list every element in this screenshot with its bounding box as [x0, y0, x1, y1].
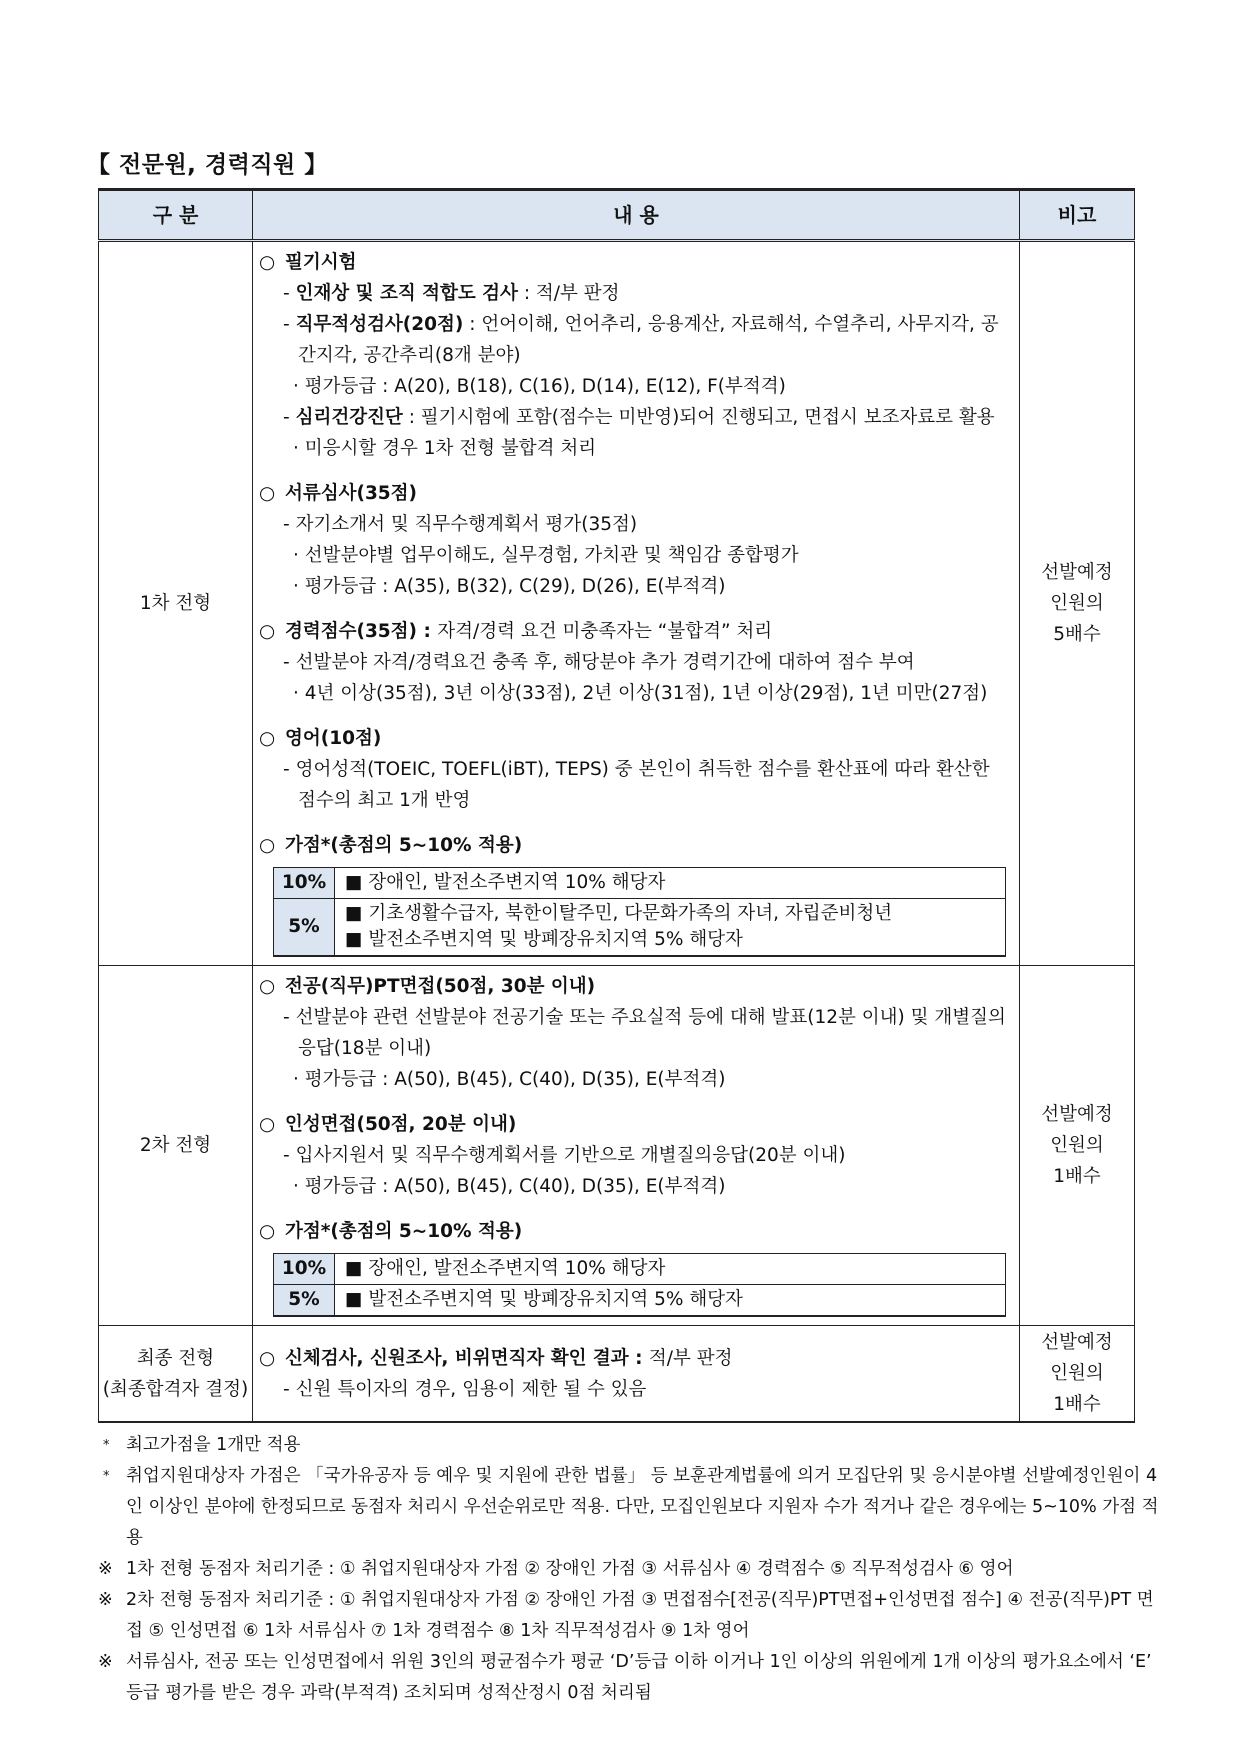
detail-line	[259, 1002, 1009, 1064]
dot-bullet-icon: ·	[293, 438, 299, 459]
circle-bullet-icon: ○	[259, 252, 276, 273]
dash-bullet-icon: -	[283, 514, 290, 535]
section-heading	[259, 971, 1009, 1002]
detail-text: 영어성적(TOEIC, TOEFL(iBT), TEPS) 중 본인이 취득한 점수를 환산표에 따라 환산한 점수의 최고 1개 반영	[295, 759, 990, 811]
reference-mark-icon: ※	[98, 1652, 113, 1672]
detail-label: 인재상 및 조직 적합도 검사	[295, 283, 518, 304]
detail-label: 심리건강진단	[295, 407, 403, 428]
footnote-text: 1차 전형 동점자 처리기준 : ① 취업지원대상자 가점 ② 장애인 가점 ③ 서류심사 ④ 경력점수 ⑤ 직무적성검사 ⑥ 영어	[126, 1559, 1014, 1579]
footnote	[98, 1430, 1160, 1461]
circle-bullet-icon: ○	[259, 728, 276, 749]
circle-bullet-icon: ○	[259, 1114, 276, 1135]
sub-detail-text: 4년 이상(35점), 3년 이상(33점), 2년 이상(31점), 1년 이상(29점), 1년 미만(27점)	[304, 683, 988, 704]
footnote	[98, 1461, 1160, 1554]
section-heading	[259, 1216, 1009, 1247]
stage2-label: 2차 전형	[99, 966, 253, 1326]
bonus-items	[335, 1285, 1006, 1317]
section-heading	[259, 723, 1009, 754]
section-heading	[259, 478, 1009, 509]
stage3-label	[99, 1326, 253, 1423]
section-heading-text: 서류심사(35점)	[285, 483, 418, 504]
stage3-label-sub: (최종합격자 결정)	[102, 1378, 249, 1400]
section-heading	[259, 616, 1009, 647]
dot-bullet-icon: ·	[293, 1176, 299, 1197]
remark-line: 1배수	[1053, 1394, 1101, 1415]
sub-detail-text: 평가등급 : A(50), B(45), C(40), D(35), E(부적격)	[304, 1069, 726, 1090]
reference-mark-icon: ※	[98, 1559, 113, 1579]
bonus-percent: 10%	[274, 868, 335, 899]
remark-line: 선발예정	[1041, 1104, 1113, 1125]
detail-text: : 언어이해, 언어추리, 응용계산, 자료해석, 수열추리, 사무지각, 공간지각, 공간추리(8개 분야)	[298, 314, 999, 366]
page-title: 【 전문원, 경력직원 】	[87, 152, 328, 178]
sub-detail-line	[259, 1171, 1009, 1202]
bonus-item	[345, 1287, 995, 1313]
circle-bullet-icon: ○	[259, 1347, 276, 1369]
bonus-item	[345, 870, 995, 896]
dot-bullet-icon: ·	[293, 576, 299, 597]
footnote	[98, 1585, 1160, 1647]
square-bullet-icon: ■	[345, 1289, 363, 1310]
bonus-row	[274, 899, 1006, 957]
header-category: 구 분	[99, 190, 253, 241]
section-heading	[259, 247, 1009, 278]
bonus-percent: 10%	[274, 1254, 335, 1285]
circle-bullet-icon: ○	[259, 835, 276, 856]
bonus-percent: 5%	[274, 899, 335, 957]
dash-bullet-icon: -	[283, 759, 290, 780]
section-gap	[259, 602, 1009, 616]
square-bullet-icon: ■	[345, 929, 363, 950]
remark-line: 선발예정	[1041, 1332, 1113, 1353]
sub-detail-line	[259, 678, 1009, 709]
detail-line	[259, 1374, 1009, 1405]
remark-line: 인원의	[1050, 1363, 1104, 1384]
table-header-row	[99, 190, 1135, 241]
stage3-row	[99, 1326, 1135, 1423]
footnote	[98, 1647, 1160, 1709]
dash-bullet-icon: -	[283, 283, 290, 304]
sub-detail-line	[259, 433, 1009, 464]
dash-bullet-icon: -	[283, 1145, 290, 1166]
footnote	[98, 1554, 1160, 1585]
asterisk-icon: *	[103, 1469, 110, 1484]
detail-line	[259, 402, 1009, 433]
bonus-row	[274, 1254, 1006, 1285]
dot-bullet-icon: ·	[293, 376, 299, 397]
dot-bullet-icon: ·	[293, 1069, 299, 1090]
stage2-content	[253, 966, 1020, 1326]
detail-text: : 적/부 판정	[517, 283, 620, 304]
section-heading-tail: 자격/경력 요건 미충족자는 “불합격” 처리	[437, 621, 773, 642]
bonus-row	[274, 868, 1006, 899]
asterisk-icon: *	[103, 1438, 110, 1453]
sub-detail-line	[259, 1064, 1009, 1095]
bonus-item	[345, 927, 995, 953]
sub-detail-text: 평가등급 : A(20), B(18), C(16), D(14), E(12), F(부적격)	[304, 376, 786, 397]
detail-label: 직무적성검사(20점)	[295, 314, 464, 335]
square-bullet-icon: ■	[345, 903, 363, 924]
remark-line: 5배수	[1053, 624, 1101, 645]
detail-text: 자기소개서 및 직무수행계획서 평가(35점)	[295, 514, 638, 535]
remark-line: 1배수	[1053, 1166, 1101, 1187]
stage1-content	[253, 241, 1020, 966]
stage1-note	[1020, 241, 1135, 966]
footnote-text: 최고가점을 1개만 적용	[126, 1435, 301, 1455]
detail-text: 선발분야 관련 선발분야 전공기술 또는 주요실적 등에 대해 발표(12분 이내) 및 개별질의응답(18분 이내)	[295, 1007, 1006, 1059]
bonus-item	[345, 901, 995, 927]
bonus-item-text: 발전소주변지역 및 방폐장유치지역 5% 해당자	[368, 929, 743, 950]
detail-line	[259, 754, 1009, 816]
sub-detail-text: 평가등급 : A(35), B(32), C(29), D(26), E(부적격)	[304, 576, 726, 597]
bonus-items	[335, 1254, 1006, 1285]
sub-detail-line	[259, 571, 1009, 602]
remark-line: 선발예정	[1041, 562, 1113, 583]
stage2-note	[1020, 966, 1135, 1326]
circle-bullet-icon: ○	[259, 1221, 276, 1242]
dash-bullet-icon: -	[283, 407, 290, 428]
bonus-item-text: 장애인, 발전소주변지역 10% 해당자	[368, 872, 666, 893]
section-heading-text: 신체검사, 신원조사, 비위면직자 확인 결과 :	[285, 1347, 649, 1369]
detail-text: 입사지원서 및 직무수행계획서를 기반으로 개별질의응답(20분 이내)	[295, 1145, 846, 1166]
dash-bullet-icon: -	[283, 1007, 290, 1028]
stage1-row	[99, 241, 1135, 966]
section-gap	[259, 709, 1009, 723]
bonus-item-text: 발전소주변지역 및 방폐장유치지역 5% 해당자	[368, 1289, 743, 1310]
section-gap	[259, 1202, 1009, 1216]
sub-detail-text: 선발분야별 업무이해도, 실무경험, 가치관 및 책임감 종합평가	[304, 545, 799, 566]
bonus-percent: 5%	[274, 1285, 335, 1317]
circle-bullet-icon: ○	[259, 621, 276, 642]
bonus-row	[274, 1285, 1006, 1317]
section-gap	[259, 1095, 1009, 1109]
header-content: 내 용	[253, 190, 1020, 241]
section-heading-text: 영어(10점)	[285, 728, 382, 749]
detail-line	[259, 647, 1009, 678]
footnote-text: 2차 전형 동점자 처리기준 : ① 취업지원대상자 가점 ② 장애인 가점 ③ 면접점수[전공(직무)PT면접+인성면접 점수] ④ 전공(직무)PT 면접 ⑤ 인성면접 ⑥ 1차 서류심사 ⑦ 1차 경력점수 ⑧ 1차 직무적성검사 ⑨ 1차 영어	[126, 1590, 1154, 1641]
remark-line: 인원의	[1050, 1135, 1104, 1156]
stage3-content	[253, 1326, 1020, 1423]
dash-bullet-icon: -	[283, 652, 290, 673]
detail-line	[259, 1140, 1009, 1171]
detail-text: 선발분야 자격/경력요건 충족 후, 해당분야 추가 경력기간에 대하여 점수 부여	[295, 652, 915, 673]
selection-process-table	[98, 188, 1135, 1423]
detail-text: 신원 특이자의 경우, 임용이 제한 될 수 있음	[295, 1378, 647, 1400]
bonus-item-text: 기초생활수급자, 북한이탈주민, 다문화가족의 자녀, 자립준비청년	[368, 903, 893, 924]
section-heading-text: 필기시험	[285, 252, 357, 273]
section-gap	[259, 816, 1009, 830]
bonus-items	[335, 899, 1006, 957]
header-remarks: 비고	[1020, 190, 1135, 241]
section-heading-text: 전공(직무)PT면접(50점, 30분 이내)	[285, 976, 596, 997]
detail-line	[259, 309, 1009, 371]
sub-detail-line	[259, 371, 1009, 402]
dash-bullet-icon: -	[283, 1378, 290, 1400]
dash-bullet-icon: -	[283, 314, 290, 335]
square-bullet-icon: ■	[345, 1258, 363, 1279]
section-gap	[259, 464, 1009, 478]
stage2-row	[99, 966, 1135, 1326]
stage1-label: 1차 전형	[99, 241, 253, 966]
section-heading	[259, 1109, 1009, 1140]
bonus-item	[345, 1256, 995, 1282]
section-heading	[259, 830, 1009, 861]
section-heading-text: 경력점수(35점) :	[285, 621, 438, 642]
footnotes	[98, 1430, 1160, 1709]
detail-text: : 필기시험에 포함(점수는 미반영)되어 진행되고, 면접시 보조자료로 활용	[402, 407, 995, 428]
section-heading	[259, 1343, 1009, 1374]
sub-detail-line	[259, 540, 1009, 571]
bonus-item-text: 장애인, 발전소주변지역 10% 해당자	[368, 1258, 666, 1279]
sub-detail-text: 평가등급 : A(50), B(45), C(40), D(35), E(부적격)	[304, 1176, 726, 1197]
section-heading-tail: 적/부 판정	[648, 1347, 733, 1369]
bonus-points-table	[273, 1253, 1006, 1317]
footnote-text: 서류심사, 전공 또는 인성면접에서 위원 3인의 평균점수가 평균 ‘D’등급 이하 이거나 1인 이상의 위원에게 1개 이상의 평가요소에서 ‘E’ 등급 평가를 받은 경우 과락(부적격) 조치되며 성적산정시 0점 처리됨	[126, 1652, 1152, 1703]
detail-line	[259, 509, 1009, 540]
circle-bullet-icon: ○	[259, 483, 276, 504]
stage3-label-main: 최종 전형	[136, 1347, 215, 1369]
footnote-text: 취업지원대상자 가점은 「국가유공자 등 예우 및 지원에 관한 법률」 등 보훈관계법률에 의거 모집단위 및 응시분야별 선발예정인원이 4인 이상인 분야에 한정되므로 동점자 처리시 우선순위로만 적용. 다만, 모집인원보다 지원자 수가 적거나 같은 경우에는 5~10% 가점 적용	[126, 1466, 1159, 1548]
remark-line: 인원의	[1050, 593, 1104, 614]
dot-bullet-icon: ·	[293, 545, 299, 566]
section-heading-text: 가점*(총점의 5~10% 적용)	[285, 835, 523, 856]
square-bullet-icon: ■	[345, 872, 363, 893]
dot-bullet-icon: ·	[293, 683, 299, 704]
circle-bullet-icon: ○	[259, 976, 276, 997]
section-heading-text: 인성면접(50점, 20분 이내)	[285, 1114, 517, 1135]
bonus-items	[335, 868, 1006, 899]
bonus-points-table	[273, 867, 1006, 957]
sub-detail-text: 미응시할 경우 1차 전형 불합격 처리	[304, 438, 597, 459]
stage3-note	[1020, 1326, 1135, 1423]
detail-line	[259, 278, 1009, 309]
section-heading-text: 가점*(총점의 5~10% 적용)	[285, 1221, 523, 1242]
reference-mark-icon: ※	[98, 1590, 113, 1610]
